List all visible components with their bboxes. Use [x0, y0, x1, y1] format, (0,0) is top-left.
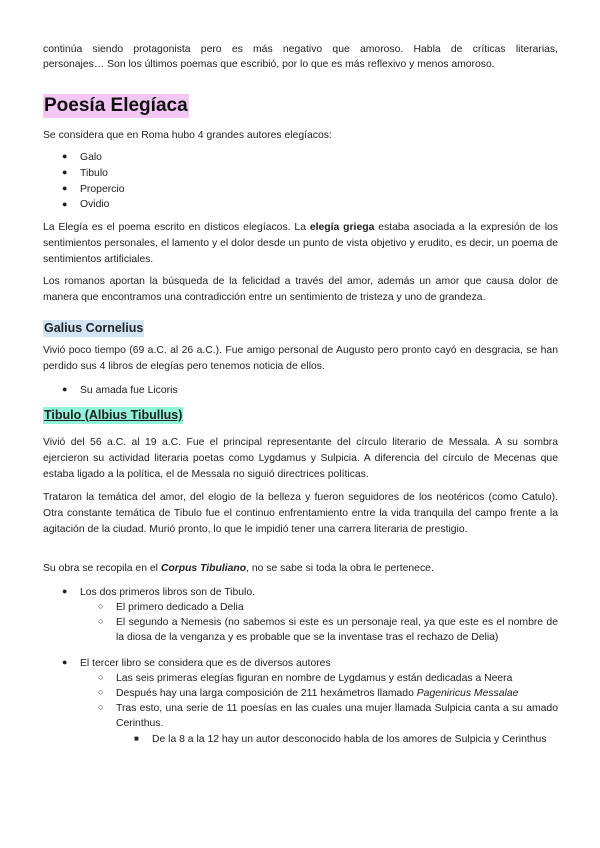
list-subsubitem: De la 8 a la 12 hay un autor desconocido habla de los amores de Sulpicia y Cerinthus [152, 734, 547, 745]
elegia-griega-term: elegía griega [309, 222, 375, 233]
circle-bullet-icon: ○ [98, 616, 104, 626]
bullet-icon: ● [62, 183, 68, 193]
list-subitem: El primero dedicado a Delia [116, 602, 244, 613]
bullet-icon: ● [62, 167, 68, 177]
circle-bullet-icon: ○ [98, 672, 104, 682]
section-title: Poesía Elegíaca [44, 95, 188, 116]
square-bullet-icon: ■ [134, 734, 139, 743]
author-item: Galo [80, 152, 102, 163]
author-item: Ovidio [80, 199, 110, 210]
galius-bullet: Su amada fue Licoris [80, 385, 178, 396]
list-subitem: El segundo a Nemesis (no sabemos si este es un personaje real, ya que este es el nombre de la diosa de la venganza y es probable que se la inventase tras el rechazo de Delia) [116, 617, 558, 643]
intro-line-1: continúa siendo protagonista pero es más negativo que amoroso. Habla de críticas literarias, [43, 44, 558, 55]
author-item: Propercio [80, 184, 125, 195]
intro-paragraph [43, 42, 558, 72]
galius-paragraph: Vivió poco tiempo (69 a.C. al 26 a.C.). Fue amigo personal de Augusto pero pronto cayó en desgracia, se han perdido sus 4 libros de elegías pero tenemos noticia de ellos. [43, 345, 558, 372]
romanos-paragraph: Los romanos aportan la búsqueda de la felicidad a través del amor, además un amor que causa dolor de manera que encontramos una contradicción entre un sentimiento de tristeza y uno de grandeza. [43, 276, 558, 303]
section-intro: Se considera que en Roma hubo 4 grandes autores elegíacos: [43, 130, 332, 141]
circle-bullet-icon: ○ [98, 702, 104, 712]
tibulo-heading: Tibulo (Albius Tibullus) [44, 408, 183, 422]
bullet-icon: ● [62, 199, 68, 209]
tibulo-paragraph-1: Vivió del 56 a.C. al 19 a.C. Fue el principal representante del círculo literario de Messala. A su sombra ejercieron su actividad literaria poetas como Lygdamus y Sulpicia. A diferencia del círculo de Mecenas que estaba ligado a la política, el de Messala no siguió directrices políticas. [43, 437, 558, 480]
author-item: Tibulo [80, 168, 108, 179]
galius-heading: Galius Cornelius [44, 321, 144, 335]
list-subitem: Después hay una larga composición de 211 hexámetros llamado Pageniricus Messalae [116, 688, 519, 699]
bullet-icon: ● [62, 657, 68, 667]
tibulo-paragraph-3: Su obra se recopila en el Corpus Tibuliano, no se sabe si toda la obra le pertenece. [43, 563, 434, 574]
circle-bullet-icon: ○ [98, 687, 104, 697]
intro-line-2: personajes… Son los últimos poemas que escribió, por lo que es más reflexivo y menos amoroso. [43, 59, 495, 70]
list-item: Los dos primeros libros son de Tibulo. [80, 587, 255, 598]
circle-bullet-icon: ○ [98, 601, 104, 611]
list-item: El tercer libro se considera que es de diversos autores [80, 658, 331, 669]
bullet-icon: ● [62, 586, 68, 596]
bullet-icon: ● [62, 384, 68, 394]
bullet-icon: ● [62, 151, 68, 161]
corpus-tibuliano-term: Corpus Tibuliano [160, 563, 247, 574]
elegia-paragraph: La Elegía es el poema escrito en dísticos elegíacos. La elegía griega estaba asociada a la expresión de los sentimientos personales, el lamento y el dolor desde un punto de vista objetivo y erudito, es decir, un poema de sentimientos artificiales. [43, 222, 558, 265]
tibulo-paragraph-2: Trataron la temática del amor, del elogio de la belleza y fueron seguidores de los neotéricos (como Catulo). Otra constante temática de Tibulo fue el continuo enfrentamiento entre la vida tranquila del campo frente a la agitación de la ciudad. Murió pronto, lo que le impidió tener una carrera literaria de prestigio. [43, 492, 558, 535]
list-subitem: Tras esto, una serie de 11 poesías en las cuales una mujer llamada Sulpicia canta a su amado Cerinthus. [116, 703, 558, 729]
list-subitem: Las seis primeras elegías figuran en nombre de Lygdamus y están dedicadas a Neera [116, 673, 513, 684]
pageniricus-title: Pageniricus Messalae [416, 688, 519, 699]
